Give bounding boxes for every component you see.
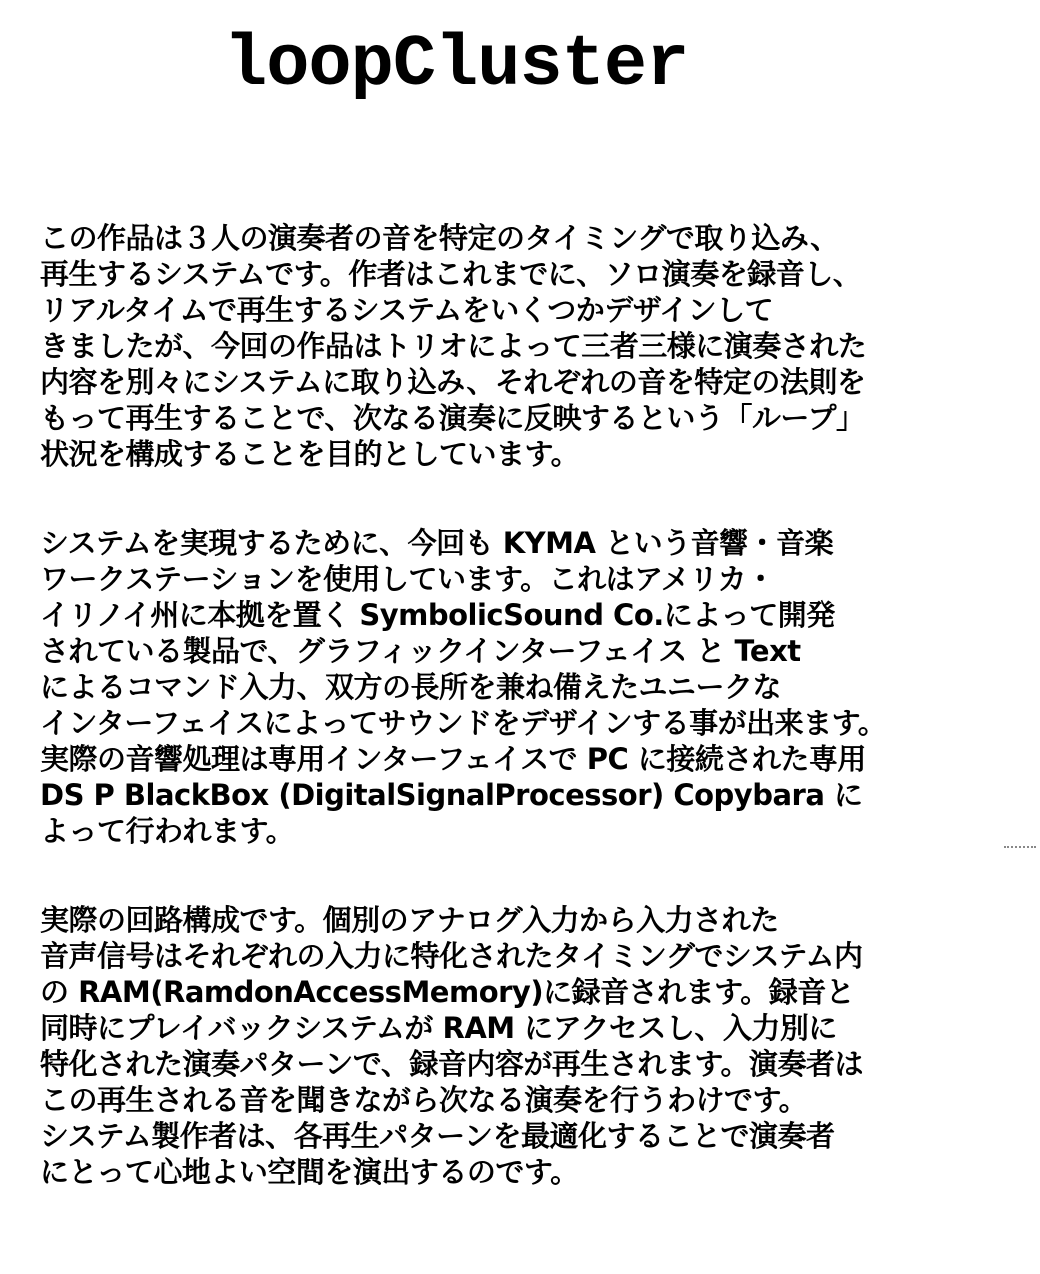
paragraph-3 [40, 902, 1000, 1190]
paragraph-line: システム製作者は、各再生パターンを最適化することで演奏者 [40, 1119, 835, 1153]
paragraph-line: もって再生することで、次なる演奏に反映するという「ループ」 [40, 401, 865, 435]
page-title: loopCluster [224, 24, 689, 106]
paragraph-line: によるコマンド入力、双方の長所を兼ね備えたユニークな [40, 670, 782, 704]
paragraph-line: インターフェイスによってサウンドをデザインする事が出来ます。 [40, 706, 887, 740]
paragraph-line: 再生するシステムです。作者はこれまでに、ソロ演奏を録音し、 [40, 257, 862, 291]
paragraph-line: 状況を構成することを目的としています。 [40, 437, 580, 471]
paragraph-line: きましたが、今回の作品はトリオによって三者三様に演奏された [40, 329, 867, 363]
paragraph-1 [40, 220, 1000, 472]
paragraph-line: の RAM(RamdonAccessMemory)に録音されます。録音と [40, 975, 855, 1009]
paragraph-2 [40, 525, 1000, 849]
paragraph-line: 内容を別々にシステムに取り込み、それぞれの音を特定の法則を [40, 365, 866, 399]
paragraph-line: 実際の音響処理は専用インターフェイスで PC に接続された専用 [40, 742, 866, 776]
paragraph-line: この再生される音を聞きながら次なる演奏を行うわけです。 [40, 1083, 808, 1117]
paragraph-line: 同時にプレイバックシステムが RAM にアクセスし、入力別に [40, 1011, 837, 1045]
paragraph-line: 特化された演奏パターンで、録音内容が再生されます。演奏者は [40, 1047, 864, 1081]
paragraph-line: 音声信号はそれぞれの入力に特化されたタイミングでシステム内 [40, 939, 863, 973]
paragraph-line: DS P BlackBox (DigitalSignalProcessor) Copybara に [40, 778, 863, 812]
dotted-mark [1004, 846, 1036, 848]
paragraph-line: システムを実現するために、今回も KYMA という音響・音楽 [40, 526, 834, 560]
paragraph-line: 実際の回路構成です。個別のアナログ入力から入力された [40, 903, 779, 937]
paragraph-line: イリノイ州に本拠を置く SymbolicSound Co.によって開発 [40, 598, 835, 632]
paragraph-line: よって行われます。 [40, 814, 295, 848]
paragraph-line: にとって心地よい空間を演出するのです。 [40, 1155, 579, 1189]
paragraph-line: この作品は３人の演奏者の音を特定のタイミングで取り込み、 [40, 221, 839, 255]
paragraph-line: ワークステーションを使用しています。これはアメリカ・ [40, 562, 775, 596]
paragraph-line: されている製品で、グラフィックインターフェイス と Text [40, 634, 801, 668]
paragraph-line: リアルタイムで再生するシステムをいくつかデザインして [40, 293, 774, 327]
